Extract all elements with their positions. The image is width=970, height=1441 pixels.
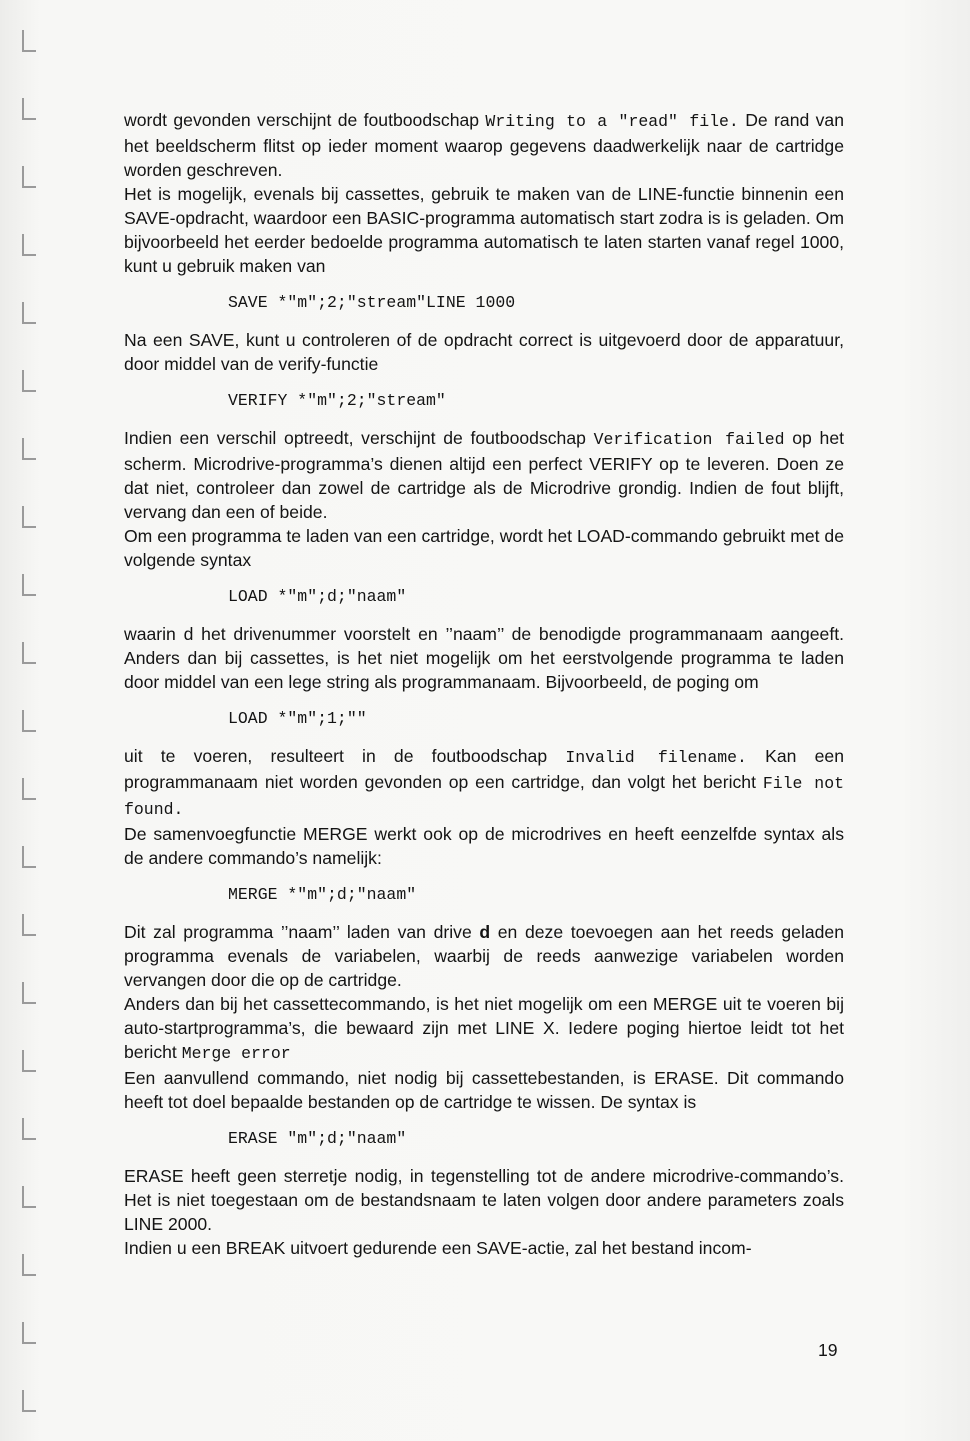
binding-mark <box>22 166 36 188</box>
code-line: LOAD *"m";d;"naam" <box>228 587 407 606</box>
paragraph: Indien u een BREAK uitvoert gedurende een SAVE-actie, zal het bestand incom- <box>124 1238 752 1258</box>
binding-mark <box>22 30 36 52</box>
inline-code: Verification failed <box>593 430 785 449</box>
binding-mark <box>22 1118 36 1140</box>
body-text <box>124 108 844 1260</box>
binding-mark <box>22 1390 36 1412</box>
code-line: SAVE *"m";2;"stream"LINE 1000 <box>228 293 516 312</box>
binding-mark <box>22 574 36 596</box>
binding-mark <box>22 778 36 800</box>
paragraph: De samenvoegfunctie MERGE werkt ook op de microdrives en heeft eenzelfde syntax als de andere commando’s namelijk: <box>124 824 844 868</box>
binding-mark <box>22 438 36 460</box>
binding-mark <box>22 710 36 732</box>
text-run: wordt gevonden verschijnt de foutboodschap <box>124 110 486 130</box>
spiral-binding-marks <box>14 20 44 1420</box>
text-run: Kan een programmanaam niet worden gevonden op een cartridge, dan volgt het bericht <box>124 746 844 792</box>
binding-mark <box>22 846 36 868</box>
binding-mark <box>22 914 36 936</box>
paragraph <box>124 426 844 524</box>
page-number: 19 <box>818 1340 838 1360</box>
text-run: en deze toevoegen aan het reeds geladen programma evenals de variabelen, waarbij de reeds aanwezige variabelen worden vervangen door die op de cartridge. <box>124 922 844 990</box>
paragraph <box>124 108 844 182</box>
paragraph <box>124 744 844 822</box>
binding-mark <box>22 234 36 256</box>
code-line: VERIFY *"m";2;"stream" <box>228 391 446 410</box>
binding-mark <box>22 302 36 324</box>
binding-mark <box>22 1186 36 1208</box>
text-run: op het scherm. Microdrive-programma’s dienen altijd een perfect VERIFY op te leveren. Doen ze dat niet, controleer dan zowel de cartridge als de Microdrive grondig. Indien de fout blijft, vervang dan een of beide. <box>124 428 844 522</box>
code-line: LOAD *"m";1;"" <box>228 709 367 728</box>
text-run: Anders dan bij het cassettecommando, is het niet mogelijk om een MERGE uit te voeren bij auto-startprogramma’s, die bewaard zijn met LINE X. Iedere poging hiertoe leidt tot het bericht <box>124 994 844 1062</box>
inline-code: Merge error <box>181 1044 291 1063</box>
binding-mark <box>22 98 36 120</box>
binding-mark <box>22 506 36 528</box>
code-line: ERASE "m";d;"naam" <box>228 1129 407 1148</box>
paragraph <box>124 992 844 1066</box>
paragraph: waarin d het drivenummer voorstelt en ’’naam’’ de benodigde programmanaam aangeeft. Anders dan bij cassettes, is het niet mogelijk om het eerstvolgende programma te laden door middel van een lege string als programmanaam. Bijvoorbeeld, de poging om <box>124 624 844 692</box>
inline-code: Writing to a "read" file. <box>485 112 739 131</box>
text-run: De rand van het beeldscherm flitst op ieder moment waarop gegevens daadwerkelijk naar de cartridge worden geschreven. <box>124 110 844 180</box>
paragraph <box>124 920 844 992</box>
text-run: Dit zal programma ’’naam’’ laden van drive <box>124 922 480 942</box>
paragraph: Het is mogelijk, evenals bij cassettes, gebruik te maken van de LINE-functie binnenin een SAVE-opdracht, waardoor een BASIC-programma automatisch start zodra is is geladen. Om bijvoorbeeld het eerder bedoelde programma automatisch te laten starten vanaf regel 1000, kunt u gebruik maken van <box>124 184 844 276</box>
paragraph: Een aanvullend commando, niet nodig bij cassettebestanden, is ERASE. Dit commando heeft tot doel bepaalde bestanden op de cartridge te wissen. De syntax is <box>124 1068 844 1112</box>
code-line: MERGE *"m";d;"naam" <box>228 885 417 904</box>
binding-mark <box>22 1322 36 1344</box>
paragraph: Om een programma te laden van een cartridge, wordt het LOAD-commando gebruikt met de volgende syntax <box>124 526 844 570</box>
bold-text: d <box>479 922 491 942</box>
inline-code: File not found. <box>124 774 844 819</box>
binding-mark <box>22 642 36 664</box>
inline-code: Invalid filename. <box>565 748 747 767</box>
binding-mark <box>22 370 36 392</box>
text-run: Indien een verschil optreedt, verschijnt de foutboodschap <box>124 428 594 448</box>
paragraph: Na een SAVE, kunt u controleren of de opdracht correct is uitgevoerd door de apparatuur, door middel van de verify-functie <box>124 330 844 374</box>
paragraph: ERASE heeft geen sterretje nodig, in tegenstelling tot de andere microdrive-commando’s. Het is niet toegestaan om de bestandsnaam te laten volgen door andere parameters zoals LINE 2000. <box>124 1166 844 1234</box>
text-run: uit te voeren, resulteert in de foutboodschap <box>124 746 566 766</box>
binding-mark <box>22 1254 36 1276</box>
binding-mark <box>22 982 36 1004</box>
binding-mark <box>22 1050 36 1072</box>
